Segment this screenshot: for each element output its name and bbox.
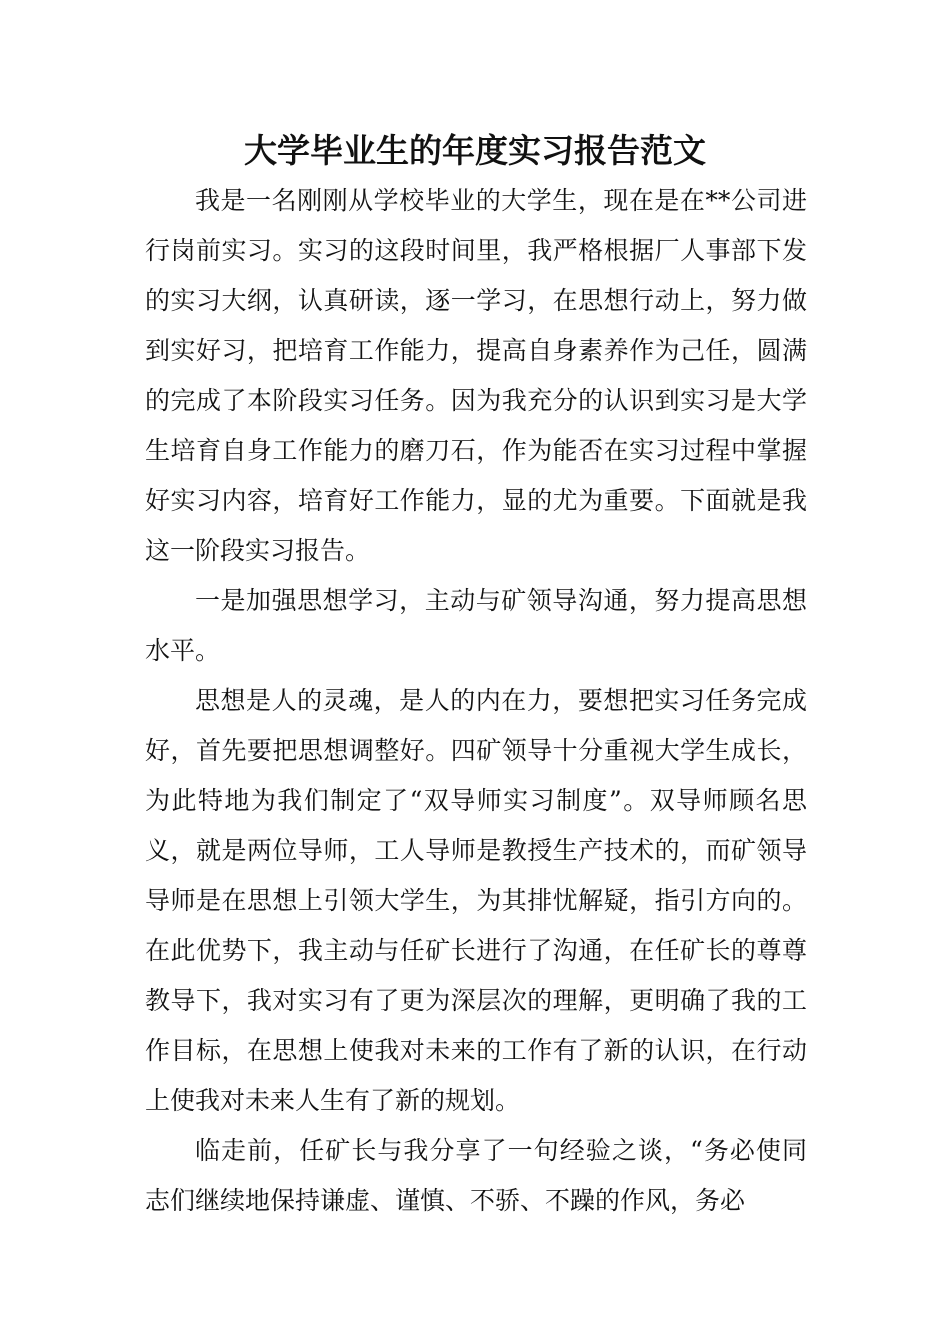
paragraph-point-one: 一是加强思想学习，主动与矿领导沟通，努力提高思想水平。 [145,586,807,665]
paragraph-thought: 思想是人的灵魂，是人的内在力，要想把实习任务完成好，首先要把思想调整好。四矿领导十分重视大学生成长，为此特地为我们制定了“双导师实习制度”。双导师顾名思义，就是两位导师，工人导师是教授生产技术的，而矿领导导师是在思想上引领大学生，为其排忧解疑，指引方向的。在此优势下，我主动与任矿长进行了沟通，在任矿长的尊尊教导下，我对实习有了更为深层次的理解，更明确了我的工作目标，在思想上使我对未来的工作有了新的认识，在行动上使我对未来人生有了新的规划。 [145,686,807,1115]
paragraph-advice: 临走前，任矿长与我分享了一句经验之谈，“务必使同志们继续地保持谦虚、谨慎、不骄、不躁的作风，务必 [145,1136,807,1215]
document-title: 大学毕业生的年度实习报告范文 [244,131,706,170]
document-body [145,176,807,1226]
paragraph-intro: 我是一名刚刚从学校毕业的大学生，现在是在**公司进行岗前实习。实习的这段时间里，我严格根据厂人事部下发的实习大纲，认真研读，逐一学习，在思想行动上，努力做到实好习，把培育工作能力，提高自身素养作为己任，圆满的完成了本阶段实习任务。因为我充分的认识到实习是大学生培育自身工作能力的磨刀石，作为能否在实习过程中掌握好实习内容，培育好工作能力，显的尤为重要。下面就是我这一阶段实习报告。 [145,186,807,565]
